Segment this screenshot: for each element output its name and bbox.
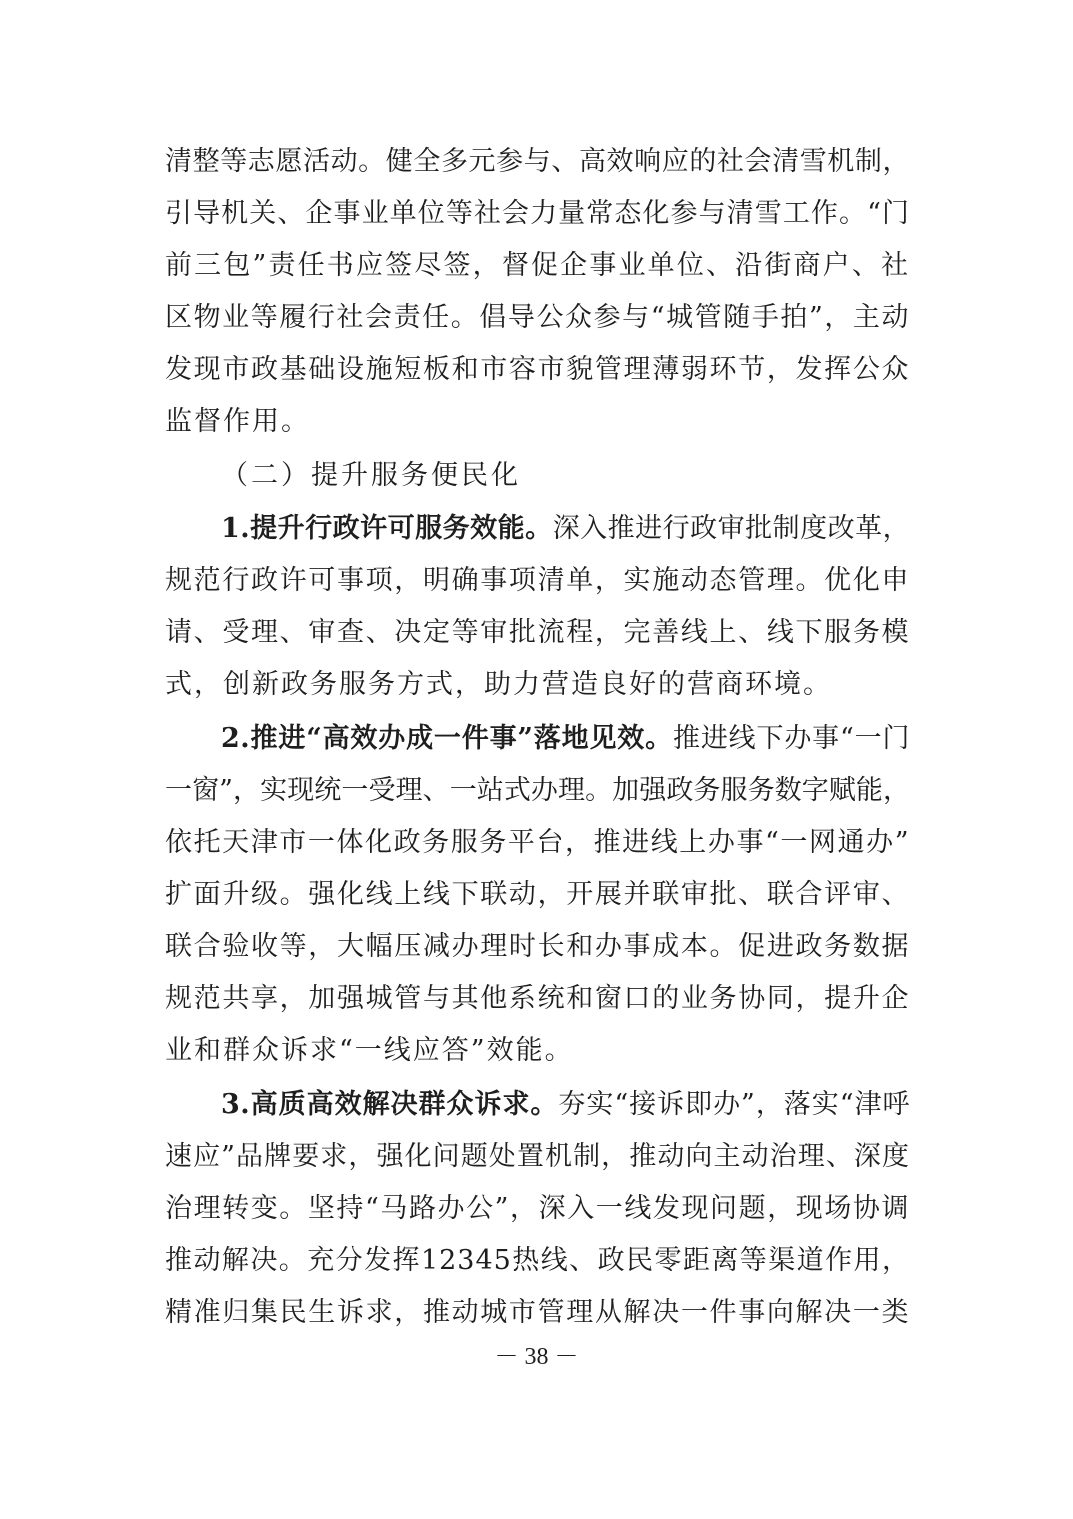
body-text-line: 一窗”，实现统一受理、一站式办理。加强政务服务数字赋能，: [165, 775, 910, 806]
section-heading: （二）提升服务便民化: [221, 460, 521, 491]
paragraph-lead-bold: 3.高质高效解决群众诉求。: [221, 1089, 559, 1120]
body-text-line: 治理转变。坚持“马路办公”，深入一线发现问题，现场协调: [165, 1193, 910, 1224]
body-text-line: 规范行政许可事项，明确事项清单，实施动态管理。优化申: [165, 565, 910, 596]
body-text-line: 监督作用。: [165, 406, 310, 437]
paragraph-first-line: 2.推进“高效办成一件事”落地见效。推进线下办事“一门: [221, 723, 910, 754]
body-text-line: 发现市政基础设施短板和市容市貌管理薄弱环节，发挥公众: [165, 354, 910, 385]
page-number: － 38 －: [494, 1344, 579, 1370]
paragraph-lead-bold: 1.提升行政许可服务效能。: [221, 513, 553, 544]
body-text-line: 请、受理、审查、决定等审批流程，完善线上、线下服务模: [165, 617, 910, 648]
body-text-line: 精准归集民生诉求，推动城市管理从解决一件事向解决一类: [165, 1297, 910, 1328]
paragraph-lead-bold: 2.推进“高效办成一件事”落地见效。: [221, 723, 673, 754]
paragraph-first-line: 3.高质高效解决群众诉求。夯实“接诉即办”，落实“津呼: [221, 1089, 910, 1120]
body-text-line: 式，创新政务服务方式，助力营造良好的营商环境。: [165, 669, 832, 700]
body-text-line: 清整等志愿活动。健全多元参与、高效响应的社会清雪机制，: [165, 146, 910, 177]
body-text-line: 前三包”责任书应签尽签，督促企事业单位、沿街商户、社: [165, 250, 910, 281]
body-text-line: 联合验收等，大幅压减办理时长和办事成本。促进政务数据: [165, 931, 910, 962]
body-text-line: 推动解决。充分发挥12345热线、政民零距离等渠道作用，: [165, 1245, 910, 1276]
body-text-line: 速应”品牌要求，强化问题处置机制，推动向主动治理、深度: [165, 1141, 910, 1172]
paragraph-first-line: 1.提升行政许可服务效能。深入推进行政审批制度改革，: [221, 513, 911, 544]
body-text-line: 扩面升级。强化线上线下联动，开展并联审批、联合评审、: [165, 879, 910, 910]
body-text-line: 引导机关、企事业单位等社会力量常态化参与清雪工作。“门: [165, 198, 910, 229]
body-text-line: 业和群众诉求“一线应答”效能。: [165, 1035, 574, 1066]
body-text-line: 依托天津市一体化政务服务平台，推进线上办事“一网通办”: [165, 827, 910, 858]
body-text-line: 区物业等履行社会责任。倡导公众参与“城管随手拍”，主动: [165, 302, 910, 333]
body-text-line: 规范共享，加强城管与其他系统和窗口的业务协同，提升企: [165, 983, 910, 1014]
